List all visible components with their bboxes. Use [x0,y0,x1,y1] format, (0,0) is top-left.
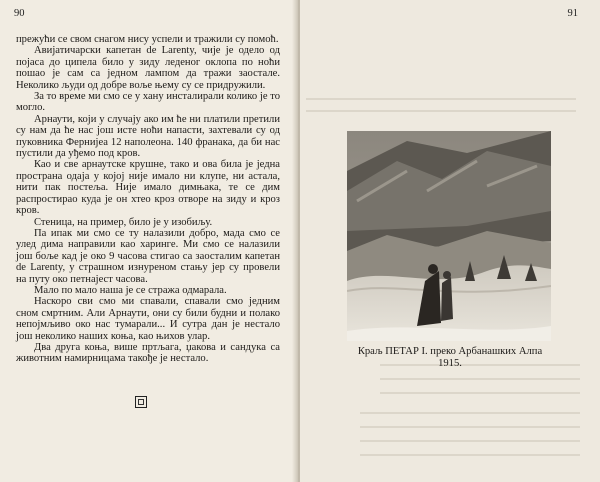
show-through-line [306,98,576,100]
show-through-line [380,378,580,380]
paragraph: Авијатичарски капетан de Larenty, чије је одело од појаса до ципела било у зиду леденог оклопа по ноћи пошао је сам са једном лампом да тражи заостале. Неколико људи од добре воље њему су се придружили. [16,45,280,91]
caption-line: Краљ ПЕТАР I. преко Арбанашких Алпа [357,346,543,357]
paragraph: прежући се свом снагом нису успели и тражили су помоћ. [16,34,279,45]
paragraph: Арнаути, који у случају ако им ће ни платили претили су нам да ће нас још исте ноћи напасти, захтевали су од пуковника Фернијеа 12 наполеона. 140 франака, да би нас пустили да уђемо под кров. [16,113,280,160]
caption-year: 1915. [438,358,462,369]
left-page-number: 90 [14,8,25,19]
mountain-photo [347,131,551,341]
paragraph: Као и све арнаутске крушне, тако и ова била је једна пространа одаја у којој није имало ни клупе, ни астала, нити пак постеља. Није имало димњака, те се дим распростирао куда је он хтео кроз отворе на зиду и кроз кров. [16,159,280,217]
show-through-line [360,426,580,428]
show-through-line [380,392,580,394]
paragraph: За то време ми смо се у хану инсталирали колико је то могло. [16,91,280,114]
paragraph: Мало по мало наша је се стража одмарала. [34,284,227,296]
show-through-line [360,412,580,414]
photo-caption [340,346,560,370]
paragraph: Два друга коња, више пртљага, џакова и сандука са животним намирницама такође је нестало. [16,341,280,365]
show-through-line [360,440,580,442]
show-through-line [360,454,580,456]
paragraph: Стеница, на пример, било је у изобиљу. [34,216,213,228]
paragraph: Па ипак ми смо се ту налазили добро, мада смо се улед дима направили као харинге. Ми смо се налазили још боље кад је око 9 часова стигао са заосталим капетан de Larenty, у страшном изнуреном стању јер су провели на путу око петнајест часова. [16,227,280,285]
paragraph: Наскоро сви смо ми спавали, спавали смо једним сном смртним. Али Арнаути, они су били будни и полако непојмљиво око нас тумарали... И сутра дан је нестало још неколико наших коња, као њихов улар. [16,296,280,342]
left-page [0,0,296,482]
right-page-number: 91 [567,8,578,19]
section-ornament-icon [135,396,147,408]
left-page-text [16,34,280,365]
show-through-line [306,110,576,112]
